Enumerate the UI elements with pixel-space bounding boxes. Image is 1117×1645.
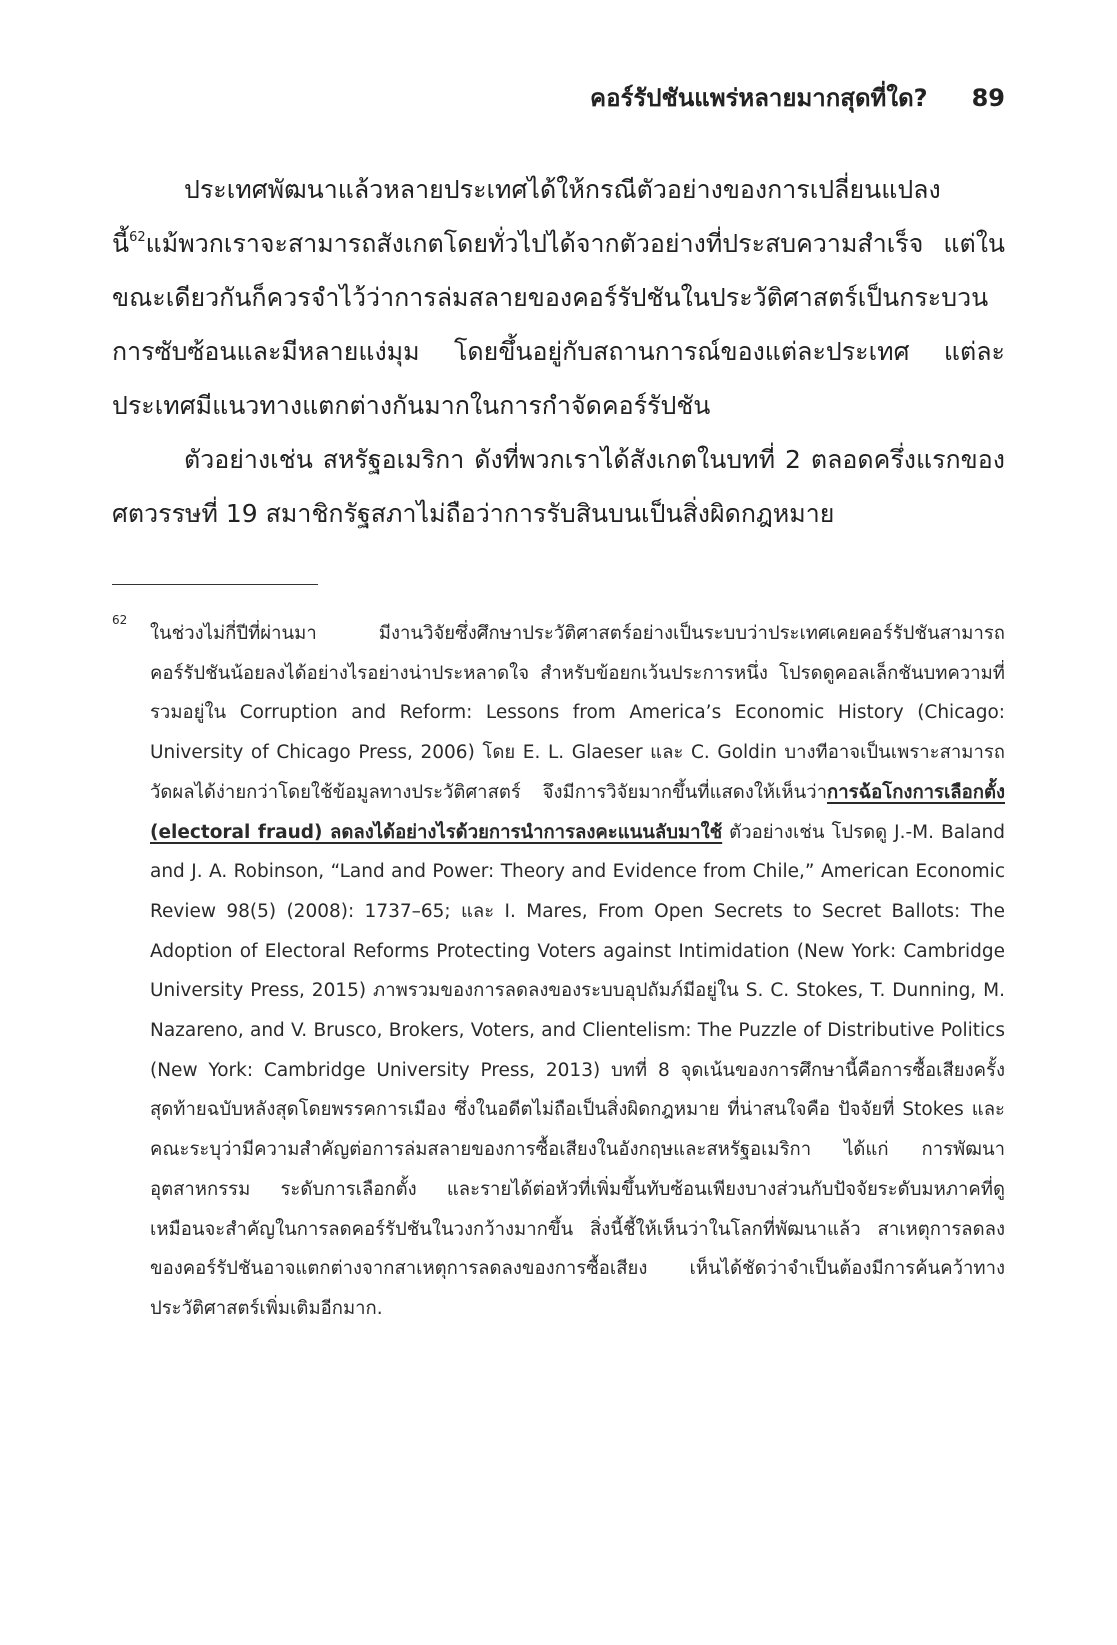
footnote-emphasis: การฉ้อโกงการเลือกตั้ง (electoral fraud) ลดลงได้อย่างไรด้วยการนำการลงคะแนนลับมาใช้: [150, 781, 1005, 843]
body-paragraph-1-continuation: แม้พวกเราจะสามารถสังเกตโดยทั่วไปได้จากตัวอย่างที่ประสบความสำเร็จ แต่ในขณะเดียวกันก็ควรจำไว้ว่าการล่มสลายของคอร์รัปชันในประวัติศาสตร์เป็นกระบวนการซับซ้อนและมีหลายแง่มุม โดยขึ้นอยู่กับสถานการณ์ของแต่ละประเทศ แต่ละประเทศมีแนวทางแตกต่างกันมากในการกำจัดคอร์รัปชัน: [112, 229, 1005, 420]
body-text: [112, 163, 1005, 541]
body-paragraph-1: [112, 163, 1005, 433]
footnote-number: 62: [112, 613, 128, 627]
footnote: [112, 614, 1005, 1329]
body-paragraph-1-lead: ประเทศพัฒนาแล้วหลายประเทศได้ให้กรณีตัวอย่างของการเปลี่ยนแปลงนี้: [112, 175, 941, 258]
running-head-title: คอร์รัปชันแพร่หลายมากสุดที่ใด?: [590, 84, 928, 112]
footnote-reference[interactable]: 62: [129, 230, 146, 245]
footnote-text-part-2: ตัวอย่างเช่น โปรดดู J.-M. Baland and J. A. Robinson, “Land and Power: Theory and Evidence from Chile,” American Economic Review 98(5) (2008): 1737–65; และ I. Mares, From Open Secrets to Secret Ballots: The Adoption of Electoral Reforms Protecting Voters against Intimidation (New York: Cambridge University Press, 2015) ภาพรวมของการลดลงของระบบอุปถัมภ์มีอยู่ใน S. C. Stokes, T. Dunning, M. Nazareno, and V. Brusco, Brokers, Voters, and Clientelism: The Puzzle of Distributive Politics (New York: Cambridge University Press, 2013) บทที่ 8 จุดเน้นของการศึกษานี้คือการซื้อเสียงครั้งสุดท้ายฉบับหลังสุดโดยพรรคการเมือง ซึ่งในอดีตไม่ถือเป็นสิ่งผิดกฎหมาย ที่น่าสนใจคือ ปัจจัยที่ Stokes และคณะระบุว่ามีความสำคัญต่อการล่มสลายของการซื้อเสียงในอังกฤษและสหรัฐอเมริกา ได้แก่ การพัฒนาอุตสาหกรรม ระดับการเลือกตั้ง และรายได้ต่อหัวที่เพิ่มขึ้นทับซ้อนเพียงบางส่วนกับปัจจัยระดับมหภาคที่ดูเหมือนจะสำคัญในการลดคอร์รัปชันในวงกว้างมากขึ้น สิ่งนี้ชี้ให้เห็นว่าในโลกที่พัฒนาแล้ว สาเหตุการลดลงของคอร์รัปชันอาจแตกต่างจากสาเหตุการลดลงของการซื้อเสียง เห็นได้ชัดว่าจำเป็นต้องมีการค้นคว้าทางประวัติศาสตร์เพิ่มเติมอีกมาก.: [150, 821, 1005, 1319]
running-header: [590, 78, 1005, 117]
footnote-text-part-1: ในช่วงไม่กี่ปีที่ผ่านมา มีงานวิจัยซึ่งศึกษาประวัติศาสตร์อย่างเป็นระบบว่าประเทศเคยคอร์รัปชันสามารถคอร์รัปชันน้อยลงได้อย่างไรอย่างน่าประหลาดใจ สำหรับข้อยกเว้นประการหนึ่ง โปรดดูคอลเล็กชันบทความที่รวมอยู่ใน Corruption and Reform: Lessons from America’s Economic History (Chicago: University of Chicago Press, 2006) โดย E. L. Glaeser และ C. Goldin บางทีอาจเป็นเพราะสามารถวัดผลได้ง่ายกว่าโดยใช้ข้อมูลทางประวัติศาสตร์ จึงมีการวิจัยมากขึ้นที่แสดงให้เห็นว่า: [150, 623, 1005, 803]
footnote-body: [150, 614, 1005, 1329]
footnote-separator: [112, 584, 318, 585]
body-paragraph-2: ตัวอย่างเช่น สหรัฐอเมริกา ดังที่พวกเราได้สังเกตในบทที่ 2 ตลอดครึ่งแรกของศตวรรษที่ 19 สมาชิกรัฐสภาไม่ถือว่าการรับสินบนเป็นสิ่งผิดกฎหมาย: [112, 445, 1005, 528]
page-number: 89: [971, 84, 1005, 112]
